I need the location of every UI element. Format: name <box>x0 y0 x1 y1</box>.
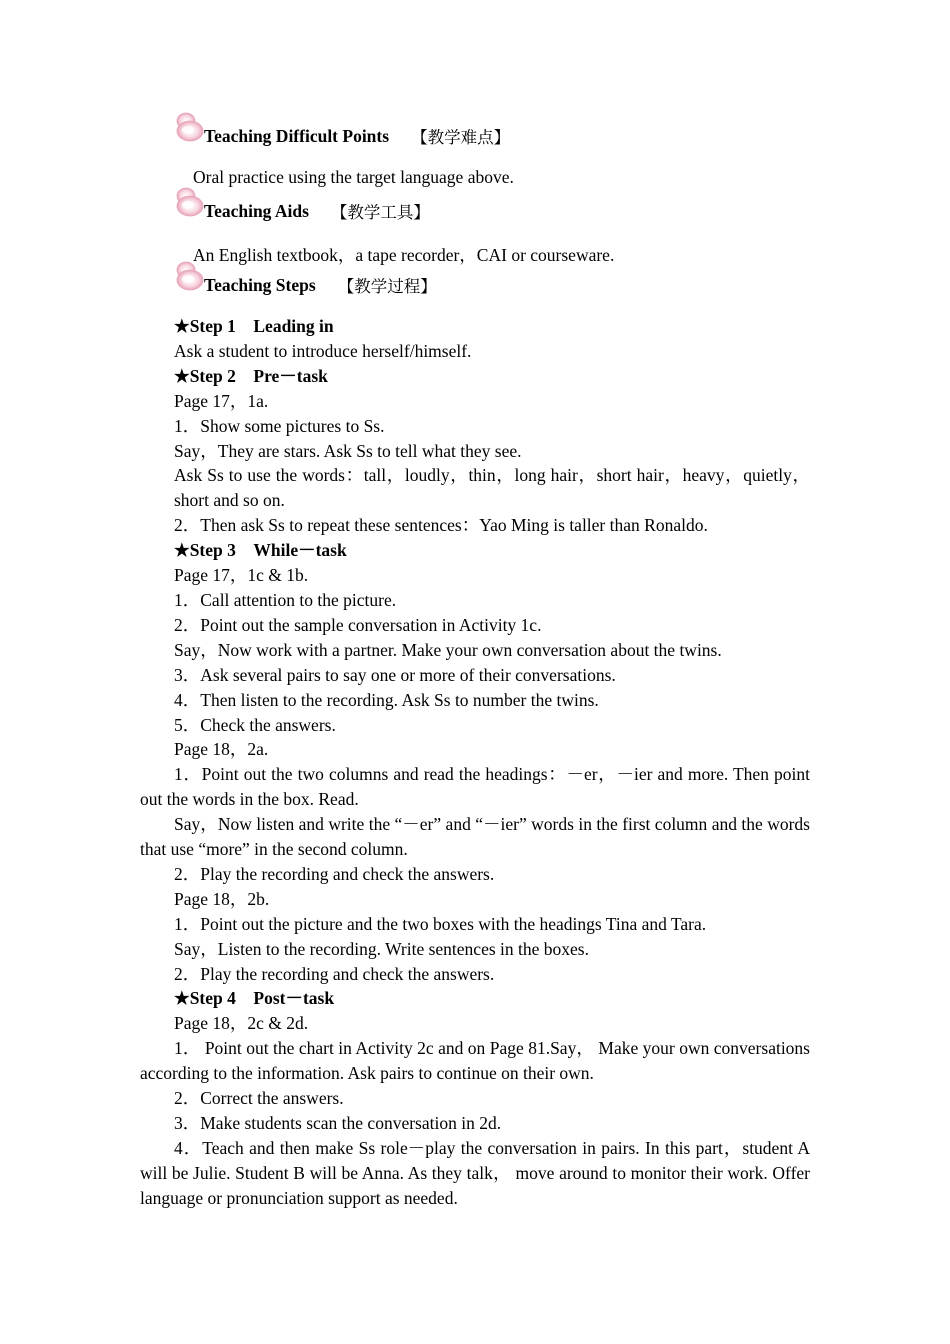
step-heading: ★Step 2 Pre－task <box>174 365 328 386</box>
section-heading-teaching-steps <box>174 260 437 294</box>
list-item: 2．Play the recording and check the answers. <box>174 863 495 884</box>
teaching-aids-text: An English textbook，a tape recorder，CAI or courseware. <box>193 245 615 265</box>
list-item: 3．Ask several pairs to say one or more of their conversations. <box>174 664 616 685</box>
step-heading: ★Step 3 While－task <box>174 540 347 561</box>
section-title: Teaching Aids <box>204 200 309 221</box>
list-item: 2．Correct the answers. <box>174 1088 344 1109</box>
flower-bullet-icon <box>174 260 208 294</box>
list-item: 2．Point out the sample conversation in Activity 1c. <box>174 614 542 635</box>
paragraph: Say，They are stars. Ask Ss to tell what they see. <box>174 440 522 461</box>
list-item: 1．Point out the picture and the two boxes with the headings Tina and Tara. <box>174 913 707 934</box>
page-reference: Page 18，2a. <box>174 739 269 760</box>
paragraph: Ask a student to introduce herself/himself. <box>174 340 472 361</box>
paragraph: Say，Listen to the recording. Write sentences in the boxes. <box>174 938 589 959</box>
list-item: 1．Call attention to the picture. <box>174 589 397 610</box>
list-item: 2．Play the recording and check the answers. <box>174 963 495 984</box>
paragraph: Ask Ss to use the words：tall，loudly，thin，long hair，short hair，heavy，quietly，short and so on. <box>174 465 810 511</box>
section-heading-teaching-aids <box>174 186 430 220</box>
list-item: 4．Teach and then make Ss role－play the conversation in pairs. In this part，student A will be Julie. Student B will be Anna. As they talk， move around to monitor their work. Offer language or pronunciation support as needed. <box>140 1137 810 1208</box>
flower-bullet-icon <box>174 186 208 220</box>
section-title: Teaching Steps <box>204 274 316 295</box>
list-item: 4．Then listen to the recording. Ask Ss to number the twins. <box>174 689 599 710</box>
list-item: 5．Check the answers. <box>174 714 336 735</box>
page-reference: Page 17，1c & 1b. <box>174 565 309 586</box>
section-heading-difficult-points <box>174 111 510 145</box>
list-item: 1．Show some pictures to Ss. <box>174 415 385 436</box>
page-reference: Page 18，2b. <box>174 888 270 909</box>
flower-bullet-icon <box>174 111 208 145</box>
section-title: Teaching Difficult Points <box>204 125 390 146</box>
teaching-steps-body <box>140 314 810 1211</box>
section-title-cn: 【教学难点】 <box>411 128 511 147</box>
difficult-points-text: Oral practice using the target language above. <box>193 167 514 187</box>
paragraph: Say，Now listen and write the “－er” and “－ier” words in the first column and the words that use “more” in the second column. <box>140 814 810 860</box>
step-heading: ★Step 1 Leading in <box>174 316 334 336</box>
section-title-cn: 【教学过程】 <box>337 277 437 296</box>
list-item: 3．Make students scan the conversation in 2d. <box>174 1113 502 1133</box>
list-item: 1．Point out the two columns and read the headings：－er，－ier and more. Then point out the words in the box. Read. <box>140 764 810 810</box>
page-reference: Page 18，2c & 2d. <box>174 1013 309 1034</box>
step-heading: ★Step 4 Post－task <box>174 988 335 1009</box>
page-reference: Page 17，1a. <box>174 390 269 411</box>
list-item: 2．Then ask Ss to repeat these sentences：Yao Ming is taller than Ronaldo. <box>174 515 708 536</box>
list-item: 1． Point out the chart in Activity 2c and on Page 81.Say， Make your own conversations according to the information. Ask pairs to continue on their own. <box>140 1038 810 1084</box>
section-title-cn: 【教学工具】 <box>330 203 430 222</box>
paragraph: Say，Now work with a partner. Make your own conversation about the twins. <box>174 639 722 660</box>
